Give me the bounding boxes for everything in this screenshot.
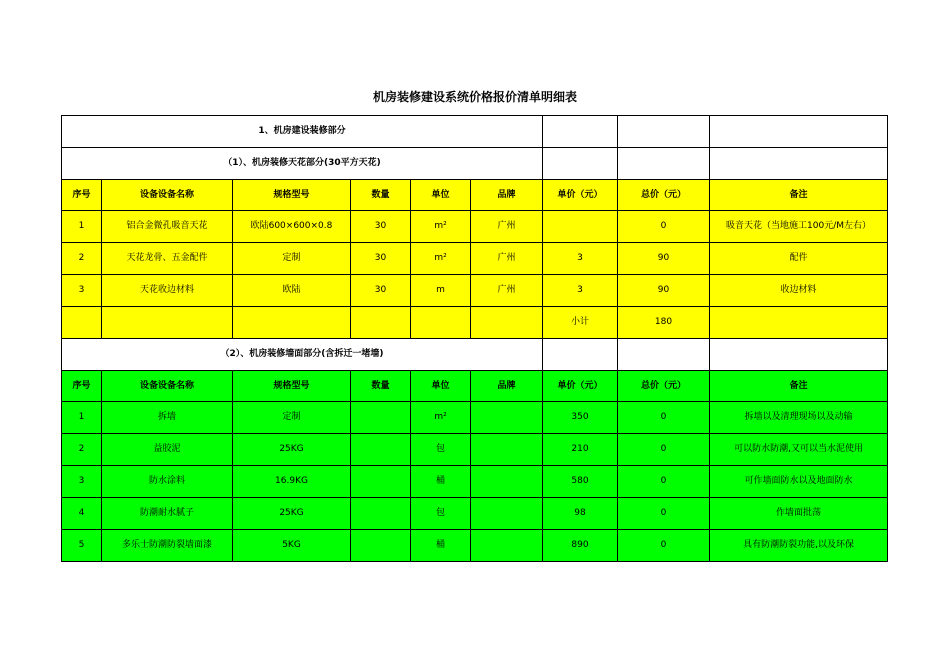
table-cell[interactable] [471, 498, 543, 530]
table-row [62, 243, 888, 275]
table-cell[interactable]: 30 [351, 243, 411, 275]
table-cell[interactable] [351, 466, 411, 498]
column-header[interactable]: 品牌 [471, 371, 543, 402]
table-cell[interactable]: 包 [411, 498, 471, 530]
part-heading-label[interactable]: （1）、机房装修天花部分(30平方天花) [62, 148, 543, 180]
table-cell[interactable]: 1 [62, 211, 102, 243]
column-header[interactable]: 规格型号 [233, 180, 351, 211]
empty-cell[interactable] [618, 339, 710, 371]
table-cell[interactable]: 1 [62, 402, 102, 434]
table-cell[interactable]: m [411, 275, 471, 307]
table-cell[interactable]: 广州 [471, 243, 543, 275]
table-cell[interactable]: 定制 [233, 402, 351, 434]
table-cell[interactable]: 防潮耐水腻子 [102, 498, 233, 530]
table-row [62, 434, 888, 466]
table-cell[interactable]: 0 [618, 402, 710, 434]
table-cell[interactable]: 0 [618, 466, 710, 498]
table-cell[interactable]: 210 [543, 434, 618, 466]
table-cell[interactable]: 桶 [411, 530, 471, 562]
column-header[interactable]: 设备设备名称 [102, 180, 233, 211]
table-cell[interactable] [471, 466, 543, 498]
table-cell[interactable]: 具有防潮防裂功能,以及环保 [710, 530, 888, 562]
table-row [62, 211, 888, 243]
column-header[interactable]: 序号 [62, 180, 102, 211]
table-cell[interactable]: 350 [543, 402, 618, 434]
column-header[interactable]: 数量 [351, 371, 411, 402]
table-cell[interactable]: m² [411, 243, 471, 275]
table-cell[interactable] [351, 498, 411, 530]
table-row [62, 402, 888, 434]
column-header[interactable]: 单价（元） [543, 180, 618, 211]
table-cell[interactable]: 益胶泥 [102, 434, 233, 466]
empty-cell[interactable] [618, 148, 710, 180]
table-cell[interactable]: 3 [543, 243, 618, 275]
table-cell[interactable]: 欧陆600×600×0.8 [233, 211, 351, 243]
section-heading-label[interactable]: 1、机房建设装修部分 [62, 116, 543, 148]
table-cell[interactable]: 收边材料 [710, 275, 888, 307]
column-header[interactable]: 单位 [411, 371, 471, 402]
subtotal-row [62, 307, 888, 339]
table-cell[interactable] [351, 530, 411, 562]
table-cell[interactable] [351, 434, 411, 466]
table-cell[interactable]: 5 [62, 530, 102, 562]
column-header[interactable]: 序号 [62, 371, 102, 402]
header-row [62, 180, 888, 211]
empty-cell[interactable] [710, 339, 888, 371]
table-cell[interactable]: 30 [351, 211, 411, 243]
table-cell[interactable]: 4 [62, 498, 102, 530]
table-cell[interactable]: 0 [618, 211, 710, 243]
table-cell[interactable]: 防水涂料 [102, 466, 233, 498]
table-cell[interactable]: 16.9KG [233, 466, 351, 498]
table-cell[interactable]: 配件 [710, 243, 888, 275]
table-cell[interactable]: 90 [618, 243, 710, 275]
empty-cell[interactable] [471, 307, 543, 339]
table-cell[interactable]: 580 [543, 466, 618, 498]
table-cell[interactable]: 作墙面批荡 [710, 498, 888, 530]
part-heading [62, 339, 888, 371]
table-cell[interactable]: 天花龙骨、五金配件 [102, 243, 233, 275]
empty-cell[interactable] [233, 307, 351, 339]
empty-cell[interactable] [351, 307, 411, 339]
table-cell[interactable]: 30 [351, 275, 411, 307]
table-cell[interactable]: 0 [618, 498, 710, 530]
column-header[interactable]: 规格型号 [233, 371, 351, 402]
column-header[interactable]: 总价（元） [618, 371, 710, 402]
empty-cell[interactable] [62, 307, 102, 339]
column-header[interactable]: 备注 [710, 180, 888, 211]
table-cell[interactable]: 90 [618, 275, 710, 307]
column-header[interactable]: 总价（元） [618, 180, 710, 211]
table-cell[interactable]: 可作墙面防水以及地面防水 [710, 466, 888, 498]
table-row [62, 275, 888, 307]
empty-cell[interactable] [710, 148, 888, 180]
table-cell[interactable]: 定制 [233, 243, 351, 275]
table-cell[interactable]: 铝合金微孔吸音天花 [102, 211, 233, 243]
table-cell[interactable] [351, 402, 411, 434]
table-row [62, 498, 888, 530]
table-cell[interactable]: 桶 [411, 466, 471, 498]
table-cell[interactable]: 2 [62, 434, 102, 466]
table-cell[interactable]: 5KG [233, 530, 351, 562]
table-cell[interactable]: 天花收边材料 [102, 275, 233, 307]
sheet-title: 机房装修建设系统价格报价清单明细表 [372, 90, 577, 104]
part-heading [62, 148, 888, 180]
table-cell[interactable]: 多乐士防潮防裂墙面漆 [102, 530, 233, 562]
table-row [62, 466, 888, 498]
column-header[interactable]: 备注 [710, 371, 888, 402]
table-cell[interactable]: 3 [62, 275, 102, 307]
table-cell[interactable] [471, 434, 543, 466]
table-cell[interactable]: 欧陆 [233, 275, 351, 307]
table-cell[interactable] [471, 530, 543, 562]
table-cell[interactable]: 可以防水防潮,又可以当水泥使用 [710, 434, 888, 466]
subtotal-label[interactable]: 小计 [543, 307, 618, 339]
table-cell[interactable]: 25KG [233, 498, 351, 530]
empty-cell[interactable] [710, 116, 888, 148]
table-cell[interactable]: 包 [411, 434, 471, 466]
column-header[interactable]: 设备设备名称 [102, 371, 233, 402]
table-cell[interactable] [471, 402, 543, 434]
section-heading [62, 116, 888, 148]
header-row [62, 371, 888, 402]
table-cell[interactable]: 拆墙 [102, 402, 233, 434]
table-cell[interactable]: 890 [543, 530, 618, 562]
table-cell[interactable]: 拆墙以及清理现场以及动输 [710, 402, 888, 434]
table-cell[interactable]: 广州 [471, 275, 543, 307]
empty-cell[interactable] [411, 307, 471, 339]
column-header[interactable]: 数量 [351, 180, 411, 211]
empty-cell[interactable] [618, 116, 710, 148]
table-cell[interactable]: 0 [618, 434, 710, 466]
column-header[interactable]: 单价（元） [543, 371, 618, 402]
table-cell[interactable]: m² [411, 402, 471, 434]
quote-table [61, 115, 888, 562]
empty-cell[interactable] [710, 307, 888, 339]
column-header[interactable]: 单位 [411, 180, 471, 211]
table-cell[interactable]: 0 [618, 530, 710, 562]
table-cell[interactable]: 3 [543, 275, 618, 307]
table-cell[interactable]: 25KG [233, 434, 351, 466]
empty-cell[interactable] [543, 339, 618, 371]
subtotal-value[interactable]: 180 [618, 307, 710, 339]
empty-cell[interactable] [102, 307, 233, 339]
empty-cell[interactable] [543, 148, 618, 180]
table-cell[interactable]: m² [411, 211, 471, 243]
table-cell[interactable] [543, 211, 618, 243]
column-header[interactable]: 品牌 [471, 180, 543, 211]
table-cell[interactable]: 吸音天花（当地施工100元/M左右） [710, 211, 888, 243]
part-heading-label[interactable]: （2）、机房装修墙面部分(含拆迁一堵墙) [62, 339, 543, 371]
table-cell[interactable]: 98 [543, 498, 618, 530]
empty-cell[interactable] [543, 116, 618, 148]
table-cell[interactable]: 2 [62, 243, 102, 275]
table-cell[interactable]: 广州 [471, 211, 543, 243]
table-cell[interactable]: 3 [62, 466, 102, 498]
table-row [62, 530, 888, 562]
